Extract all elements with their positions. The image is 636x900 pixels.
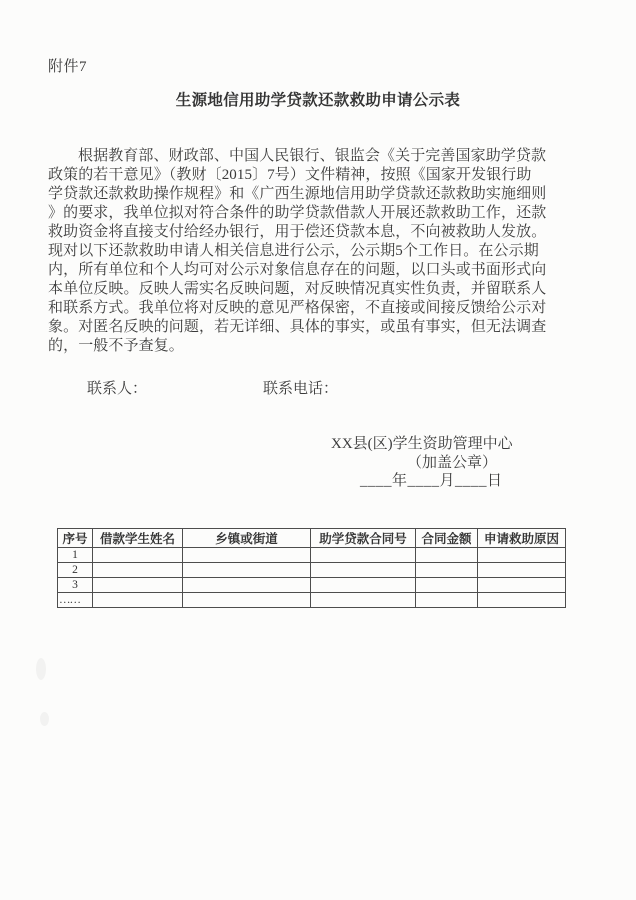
cell-contract-number [311,563,416,578]
cell-amount [416,563,478,578]
attachment-label: 附件7 [48,59,88,75]
cell-reason [478,578,566,593]
cell-reason [478,593,566,608]
contact-phone-label: 联系电话： [263,381,339,397]
cell-township [183,563,311,578]
body-line: 象。对匿名反映的问题，若无详细、具体的事实，或虽有事实，但无法调查 [48,319,547,335]
cell-serial: 1 [58,548,93,563]
cell-amount [416,593,478,608]
body-line: 现对以下还款救助申请人相关信息进行公示，公示期5个工作日。在公示期 [48,243,539,259]
header-contract-amount: 合同金额 [416,529,478,548]
table-row [58,593,566,608]
header-township-street: 乡镇或街道 [183,529,311,548]
scan-artifact [36,658,46,680]
contact-person-label: 联系人： [87,381,148,397]
cell-reason [478,563,566,578]
signature-date-line: ____年____月____日 [360,473,503,489]
scan-artifact [40,712,49,726]
table-row [58,563,566,578]
cell-serial: 2 [58,563,93,578]
signature-seal-note: （加盖公章） [407,455,498,471]
body-paragraph [48,147,578,356]
header-student-name: 借款学生姓名 [93,529,183,548]
cell-serial: 3 [58,578,93,593]
header-assistance-reason: 申请救助原因 [478,529,566,548]
body-line: 本单位反映。反映人需实名反映问题，对反映情况真实性负责，并留联系人 [48,281,547,297]
cell-township [183,548,311,563]
header-loan-contract-number: 助学贷款合同号 [311,529,416,548]
cell-contract-number [311,548,416,563]
body-line: 根据教育部、财政部、中国人民银行、银监会《关于完善国家助学贷款 [78,148,547,164]
cell-contract-number [311,593,416,608]
cell-student-name [93,548,183,563]
cell-contract-number [311,578,416,593]
page-title: 生源地信用助学贷款还款救助申请公示表 [175,92,461,109]
body-line: 内，所有单位和个人均可对公示对象信息存在的问题，以口头或书面形式向 [48,262,547,278]
body-line: 》的要求，我单位拟对符合条件的助学贷款借款人开展还款救助工作，还款 [48,205,547,221]
cell-township [183,593,311,608]
applicant-table [57,528,566,608]
signature-org-name: XX县(区)学生资助管理中心 [331,436,513,452]
cell-serial-ellipsis: …… [58,593,93,608]
table-row [58,548,566,563]
contact-row [0,377,636,397]
body-line: 学贷款还款救助操作规程》和《广西生源地信用助学贷款还款救助实施细则 [48,186,547,202]
body-line: 政策的若干意见》（教财〔2015〕7号）文件精神，按照《国家开发银行助 [48,167,532,183]
cell-amount [416,578,478,593]
cell-reason [478,548,566,563]
table-header-row [58,529,566,548]
cell-amount [416,548,478,563]
cell-student-name [93,593,183,608]
cell-student-name [93,578,183,593]
body-line: 救助资金将直接支付给经办银行，用于偿还贷款本息，不向被救助人发放。 [48,224,547,240]
table-row [58,578,566,593]
cell-township [183,578,311,593]
cell-student-name [93,563,183,578]
header-serial-number: 序号 [58,529,93,548]
body-line: 和联系方式。我单位将对反映的意见严格保密，不直接或间接反馈给公示对 [48,300,547,316]
body-line: 的，一般不予查复。 [48,338,184,354]
